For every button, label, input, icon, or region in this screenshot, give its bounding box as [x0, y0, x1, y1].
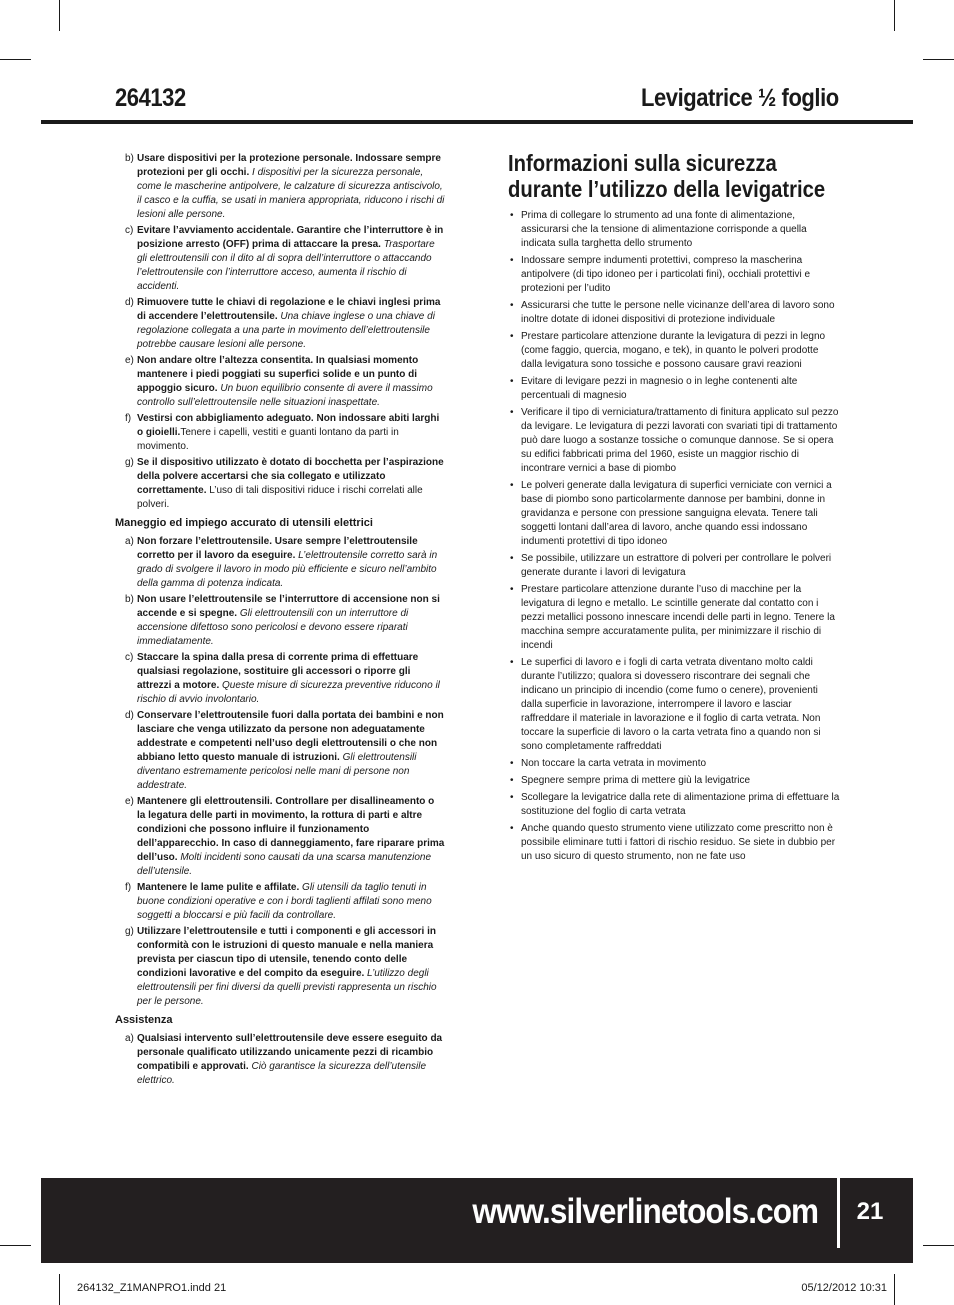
- bullet-icon: •: [510, 584, 514, 595]
- bullet-text: Evitare di levigare pezzi in magnesio o in leghe contenenti alte percentuali di magnesio: [521, 376, 798, 401]
- list-item: [115, 593, 445, 649]
- list-item: [115, 709, 445, 793]
- bullet-text: Non toccare la carta vetrata in movimento: [521, 758, 707, 769]
- right-column: [508, 150, 840, 867]
- item-italic-text: L’utilizzo degli elettroutensili per fini diversi da quelli previsti rappresenta un rischio per le persone.: [137, 968, 437, 1007]
- bullet-icon: •: [510, 657, 514, 668]
- item-italic-text: I dispositivi per la sicurezza personale, come le mascherine antipolvere, le calzature di sicurezza antiscivolo, il casco e la cuffia, se usati in maniera appropriata, riducono i rischi di lesioni alle persone.: [137, 167, 445, 220]
- bullet-text: Se possibile, utilizzare un estrattore di polveri per controllare le polveri generate durante i lavori di levigatura: [521, 553, 832, 578]
- slug-date-time: 05/12/2012 10:31: [801, 1282, 887, 1294]
- page-number: 21: [856, 1198, 884, 1225]
- list-item: [508, 375, 840, 403]
- list-item: [115, 1032, 445, 1088]
- item-marker: a): [125, 1033, 134, 1044]
- list-item: [115, 795, 445, 879]
- item-marker: e): [125, 355, 134, 366]
- item-italic-text: Trasportare gli elettroutensili con il dito al di sopra dell’interruttore o attaccando l’elettroutensile con l’interruttore acceso, aumenta il rischio di accidenti.: [137, 239, 435, 292]
- list-item: [115, 224, 445, 294]
- crop-mark: [894, 0, 895, 31]
- list-item: [508, 774, 840, 788]
- crop-mark: [0, 1245, 31, 1246]
- item-marker: c): [125, 652, 134, 663]
- item-bold-text: Rimuovere tutte le chiavi di regolazione e le chiavi inglesi prima di accendere l’elettroutensile.: [137, 297, 441, 322]
- item-marker: f): [125, 882, 132, 893]
- list-item: [115, 651, 445, 707]
- item-italic-text: Gli utensili da taglio tenuti in buone condizioni operative e con i bordi taglienti affilati sono meno soggetti a bloccarsi e più facili da controllare.: [137, 882, 432, 921]
- item-plain-text: L’uso di tali dispositivi riduce i rischi correlati alle polveri.: [137, 485, 423, 510]
- list-item: [508, 330, 840, 372]
- item-bold-text: Qualsiasi intervento sull’elettroutensile deve essere eseguito da personale qualificato utilizzando unicamente pezzi di ricambio compatibili e approvati.: [137, 1033, 443, 1072]
- list-item: [115, 412, 445, 454]
- bullet-text: Prestare particolare attenzione durante la levigatura di pezzi in legno (come faggio, quercia, mogano, e tek), in quanto le polveri prodotte dalla levigatura sono tossiche e possono causare gravi reazioni: [521, 331, 826, 370]
- list-item: [508, 479, 840, 549]
- sander-safety-list: [508, 209, 840, 864]
- item-italic-text: Molti incidenti sono causati da una scarsa manutenzione dell’utensile.: [137, 852, 432, 877]
- bullet-icon: •: [510, 300, 514, 311]
- left-column: [115, 152, 445, 1090]
- item-italic-text: Queste misure di sicurezza preventive riducono il rischio di avvio involontario.: [137, 680, 440, 705]
- list-item: [115, 296, 445, 352]
- item-marker: e): [125, 796, 134, 807]
- bullet-text: Spegnere sempre prima di mettere giù la levigatrice: [521, 775, 750, 786]
- list-item: [115, 152, 445, 222]
- item-marker: b): [125, 594, 134, 605]
- bullet-text: Anche quando questo strumento viene utilizzato come prescritto non è possibile eliminare tutti i fattori di rischio residuo. Se siete in dubbio per un uso sicuro di questo strumento, non ne fate uso: [521, 823, 836, 862]
- website-link[interactable]: www.silverlinetools.com: [472, 1192, 818, 1231]
- bullet-icon: •: [510, 407, 514, 418]
- item-marker: g): [125, 926, 134, 937]
- header-rule: [41, 120, 913, 124]
- item-bold-text: Conservare l’elettroutensile fuori dalla portata dei bambini e non lasciare che venga utilizzato da persone non adeguatamente addestrate e competenti nell’uso degli elettroutensili o che non abbiano letto questo manuale di istruzioni.: [137, 710, 444, 763]
- product-code: 264132: [115, 84, 186, 112]
- crop-mark: [59, 1274, 60, 1305]
- bullet-icon: •: [510, 553, 514, 564]
- item-marker: f): [125, 413, 132, 424]
- item-bold-text: Mantenere le lame pulite e affilate.: [137, 882, 300, 893]
- list-item: [508, 822, 840, 864]
- bullet-text: Prima di collegare lo strumento ad una fonte di alimentazione, assicurarsi che la tensione di alimentazione corrisponde a quella indicata sulla targhetta dello strumento: [521, 210, 807, 249]
- item-italic-text: Ciò garantisce la sicurezza dell’utensile elettrico.: [137, 1061, 427, 1086]
- item-italic-text: Una chiave inglese o una chiave di regolazione collegata a una parte in movimento dell’elettroutensile potrebbe causare lesioni alle persone.: [137, 311, 435, 350]
- crop-mark: [923, 1245, 954, 1246]
- item-marker: a): [125, 536, 134, 547]
- item-italic-text: Gli elettroutensili con un interruttore di accensione difettoso sono pericolosi e devono essere riparati immediatamente.: [137, 608, 409, 647]
- list-item: [508, 656, 840, 754]
- bullet-icon: •: [510, 480, 514, 491]
- list-item: [115, 535, 445, 591]
- bullet-text: Scollegare la levigatrice dalla rete di alimentazione prima di effettuare la sostituzione del foglio di carta vetrata: [521, 792, 840, 817]
- list-item: [508, 299, 840, 327]
- item-bold-text: Vestirsi con abbigliamento adeguato. Non indossare abiti larghi o gioielli.: [137, 413, 440, 438]
- item-italic-text: L’elettroutensile corretto sarà in grado di svolgere il lavoro in modo più efficiente e sicuro nell’ambito della gamma di potenza indicata.: [137, 550, 438, 589]
- bullet-icon: •: [510, 792, 514, 803]
- bullet-icon: •: [510, 210, 514, 221]
- bullet-text: Indossare sempre indumenti protettivi, compreso la mascherina antipolvere (di tipo idoneo per i particolati fini), occhiali protettivi e protezioni per l’udito: [521, 255, 811, 294]
- service-list: [115, 1032, 445, 1088]
- bullet-text: Assicurarsi che tutte le persone nelle vicinanze dell’area di lavoro sono inoltre dotate di idonei dispositivi di protezione individuale: [521, 300, 835, 325]
- list-item: [508, 254, 840, 296]
- item-bold-text: Usare dispositivi per la protezione personale. Indossare sempre protezioni per gli occhi.: [137, 153, 441, 178]
- bullet-text: Verificare il tipo di verniciatura/trattamento di finitura applicato sul pezzo da levigare. Le levigatura di pezzi lavorati con svariati tipi di trattamento può dare luogo a sostanze tossiche o comunque dannose. Se si opera su edifici fabbricati prima del 1960, esiste un maggior rischio di incontrare vernici a base di piombo: [521, 407, 839, 474]
- section-title-sander-safety: Informazioni sulla sicurezza durante l’utilizzo della levigatrice: [508, 150, 826, 202]
- item-bold-text: Evitare l’avviamento accidentale. Garantire che l’interruttore è in posizione arresto (OFF) prima di attaccare la presa.: [137, 225, 444, 250]
- list-item: [115, 881, 445, 923]
- list-item: [508, 583, 840, 653]
- crop-mark: [894, 1274, 895, 1305]
- crop-mark: [59, 0, 60, 31]
- item-marker: g): [125, 457, 134, 468]
- bullet-text: Prestare particolare attenzione durante l’uso di macchine per la levigatura di legno e metallo. Le scintille generate dal contatto con i pezzi metallici possono innescare incendi delle parti in legno. Tenere la macchina sempre accuratamente pulita, per minimizzare il rischio di incendi: [521, 584, 835, 651]
- list-item: [115, 925, 445, 1009]
- item-marker: b): [125, 153, 134, 164]
- item-marker: c): [125, 225, 134, 236]
- list-item: [508, 552, 840, 580]
- personal-safety-list: [115, 152, 445, 512]
- item-bold-text: Staccare la spina dalla presa di corrente prima di effettuare qualsiasi regolazione, sostituire gli accessori o riporre gli attrezzi a motore.: [137, 652, 419, 691]
- bullet-icon: •: [510, 823, 514, 834]
- section-heading-use: Maneggio ed impiego accurato di utensili elettrici: [115, 517, 373, 529]
- item-marker: d): [125, 297, 134, 308]
- list-item: [115, 456, 445, 512]
- item-bold-text: Non andare oltre l’altezza consentita. In qualsiasi momento mantenere i piedi poggiati su superfici solide e un punto di appoggio sicuro.: [137, 355, 419, 394]
- bullet-icon: •: [510, 775, 514, 786]
- bullet-text: Le polveri generate dalla levigatura di superfici verniciate con vernici a base di piombo sono particolarmente dannose per bambini, donne in gravidanza e persone con pressione sanguigna elevata. Tenere tali soggetti lontani dall’area di lavoro, anche quando essi indossano indumenti protettivi di tipo idoneo: [521, 480, 832, 547]
- list-item: [508, 209, 840, 251]
- bullet-icon: •: [510, 331, 514, 342]
- item-plain-text: Tenere i capelli, vestiti e guanti lontano da parti in movimento.: [137, 427, 399, 452]
- list-item: [508, 791, 840, 819]
- item-bold-text: Mantenere gli elettroutensili. Controllare per disallineamento o la legatura delle parti in movimento, la rottura di parti e altre condizioni che possono influire il funzionamento dell’apparecchio. In caso di danneggiamento, fare riparare prima dell’uso.: [137, 796, 445, 863]
- item-bold-text: Utilizzare l’elettroutensile e tutti i componenti e gli accessori in conformità con le istruzioni di questo manuale e nella maniera prevista per ciascun tipo di utensile, tenendo conto delle condizioni lavorative e del compito da eseguire.: [137, 926, 436, 979]
- list-item: [115, 354, 445, 410]
- bullet-icon: •: [510, 758, 514, 769]
- item-italic-text: Gli elettroutensili diventano estremamente pericolosi nelle mani di persone non addestrate.: [137, 752, 417, 791]
- crop-mark: [923, 59, 954, 60]
- footer-bar: [41, 1178, 913, 1263]
- crop-mark: [0, 59, 31, 60]
- page-title: Levigatrice ½ foglio: [641, 84, 839, 112]
- item-bold-text: Non usare l’elettroutensile se l’interruttore di accensione non si accende e si spegne.: [137, 594, 440, 619]
- list-item: [508, 757, 840, 771]
- item-italic-text: Un buon equilibrio consente di avere il massimo controllo sull’elettroutensile nelle situazioni inaspettate.: [137, 383, 433, 408]
- tool-use-list: [115, 535, 445, 1009]
- bullet-icon: •: [510, 255, 514, 266]
- slug-file-name: 264132_Z1MANPRO1.indd 21: [77, 1282, 227, 1294]
- bullet-text: Le superfici di lavoro e i fogli di carta vetrata diventano molto caldi durante l’utilizzo; qualora si dovessero riscontrare dei segnali che indicano un principio di incendio (come fumo o cenere), provenienti dalla superficie in lavorazione, interrompere il lavoro e lasciar raffreddare il materiale in lavorazione e il foglio di carta vetrata. Non toccare la superficie di lavoro o la carta vetrata fino a quando non si sono completamente raffreddati: [521, 657, 821, 752]
- page-number-divider: [837, 1178, 840, 1248]
- item-bold-text: Se il dispositivo utilizzato è dotato di bocchetta per l’aspirazione della polvere accertarsi che sia collegato e utilizzato correttamente.: [137, 457, 444, 496]
- bullet-icon: •: [510, 376, 514, 387]
- item-bold-text: Non forzare l’elettroutensile. Usare sempre l’elettroutensile corretto per il lavoro da eseguire.: [137, 536, 418, 561]
- list-item: [508, 406, 840, 476]
- item-marker: d): [125, 710, 134, 721]
- section-heading-service: Assistenza: [115, 1014, 173, 1026]
